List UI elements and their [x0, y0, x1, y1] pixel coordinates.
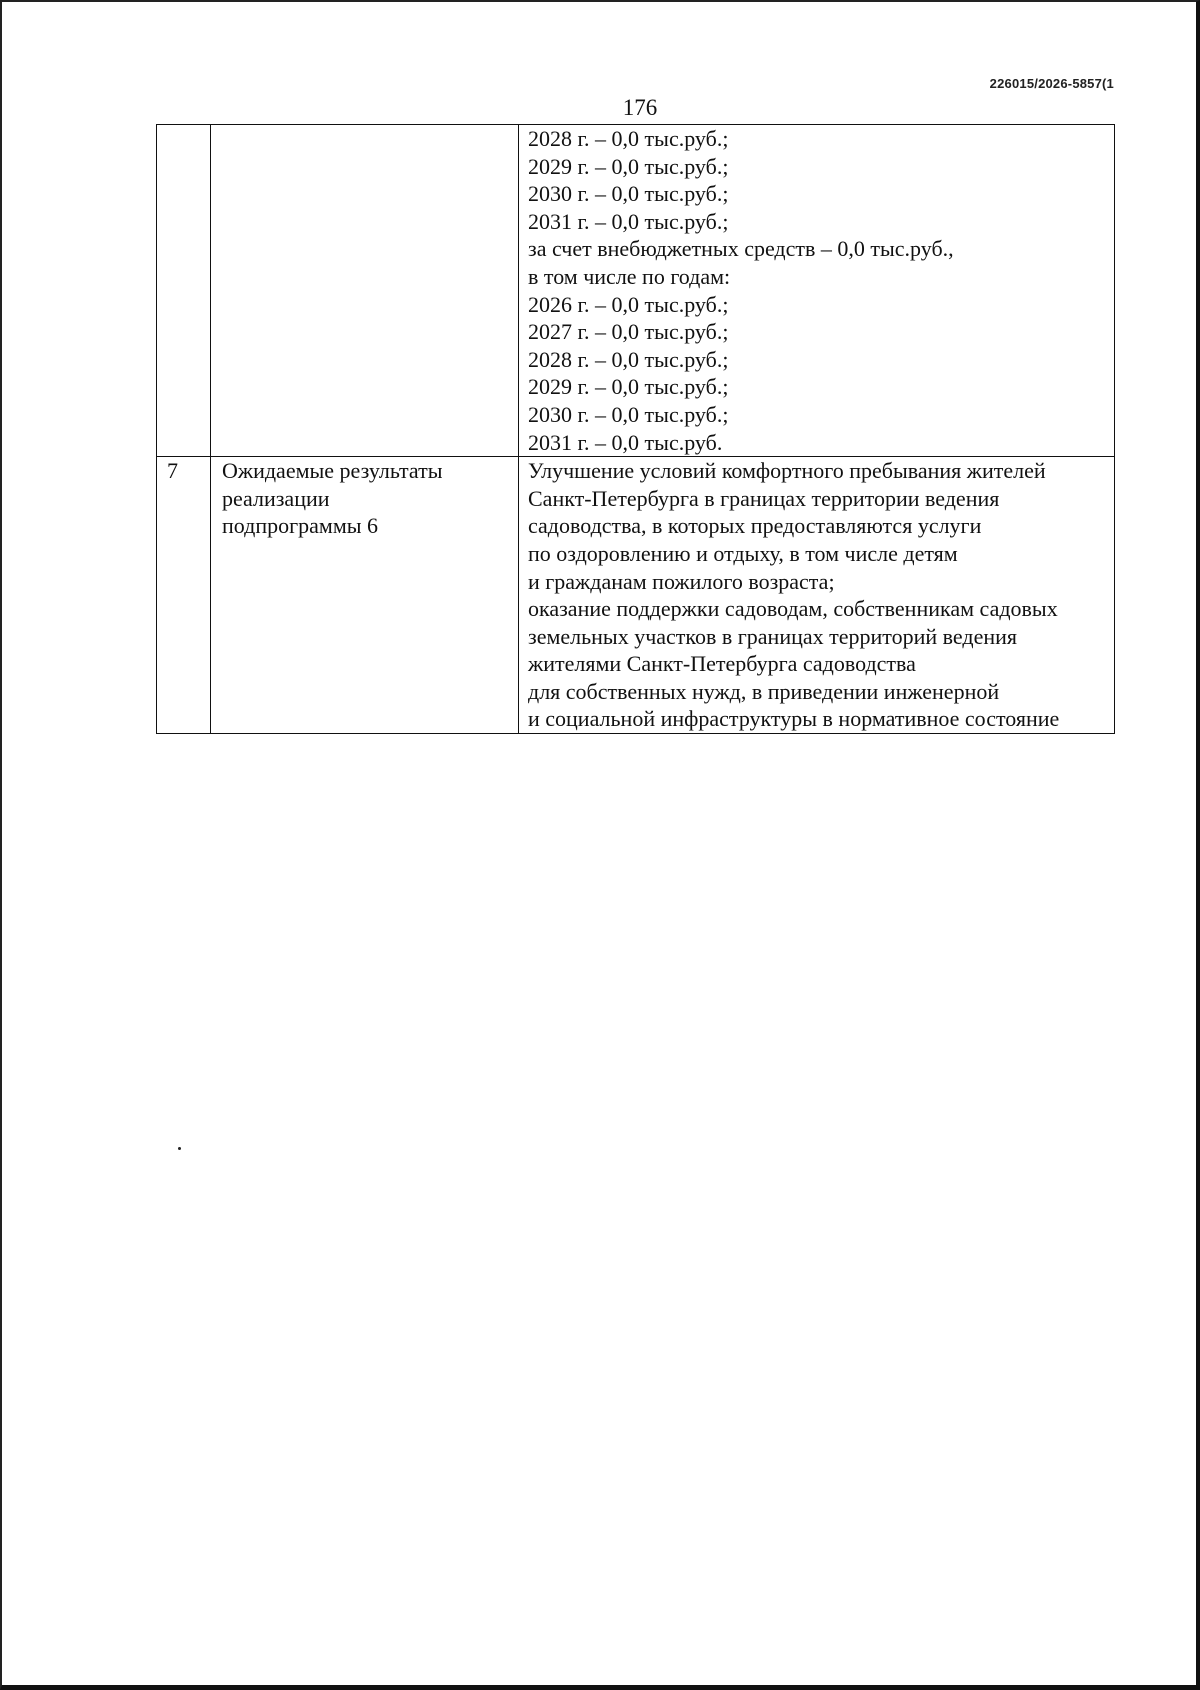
name-line: Ожидаемые результаты	[222, 458, 443, 484]
scan-speck	[178, 1147, 181, 1150]
page-number: 176	[622, 95, 658, 120]
value-line: жителями Санкт-Петербурга садоводства	[528, 651, 916, 677]
row-value-cell	[519, 125, 1115, 457]
value-line: и социальной инфраструктуры в нормативное состояние	[528, 706, 1060, 732]
name-line: подпрограммы 6	[222, 513, 379, 539]
value-line: 2028 г. – 0,0 тыс.руб.;	[528, 346, 729, 372]
value-line: для собственных нужд, в приведении инженерной	[528, 678, 1000, 704]
value-line: за счет внебюджетных средств – 0,0 тыс.руб.,	[528, 236, 954, 262]
value-line: 2029 г. – 0,0 тыс.руб.;	[528, 153, 729, 179]
row-name-cell	[211, 125, 519, 457]
row-name-cell	[211, 457, 519, 734]
value-line: Улучшение условий комфортного пребывания жителей	[528, 458, 1046, 484]
value-line: 2026 г. – 0,0 тыс.руб.;	[528, 291, 729, 317]
value-line: Санкт-Петербурга в границах территории ведения	[528, 485, 1000, 511]
value-line: земельных участков в границах территорий ведения	[528, 623, 1018, 649]
value-line: в том числе по годам:	[528, 263, 731, 289]
row-value-cell	[519, 457, 1115, 734]
table-row	[157, 125, 1115, 457]
value-line: 2029 г. – 0,0 тыс.руб.;	[528, 374, 729, 400]
value-line: по оздоровлению и отдыху, в том числе детям	[528, 540, 958, 566]
value-line: оказание поддержки садоводам, собственникам садовых	[528, 596, 1058, 622]
value-line: 2028 г. – 0,0 тыс.руб.;	[528, 126, 729, 151]
value-line: 2031 г. – 0,0 тыс.руб.	[528, 429, 723, 455]
value-line: садоводства, в которых предоставляются услуги	[528, 513, 982, 539]
value-line: 2030 г. – 0,0 тыс.руб.;	[528, 181, 729, 207]
row-number-cell: 7	[157, 457, 211, 734]
table-row	[157, 457, 1115, 734]
value-line: и гражданам пожилого возраста;	[528, 568, 835, 594]
value-line: 2027 г. – 0,0 тыс.руб.;	[528, 319, 729, 345]
value-line: 2031 г. – 0,0 тыс.руб.;	[528, 208, 729, 234]
program-table	[156, 124, 1115, 734]
row-number-cell	[157, 125, 211, 457]
name-line: реализации	[222, 485, 330, 511]
document-id: 226015/2026-5857(1	[989, 76, 1114, 91]
value-line: 2030 г. – 0,0 тыс.руб.;	[528, 401, 729, 427]
